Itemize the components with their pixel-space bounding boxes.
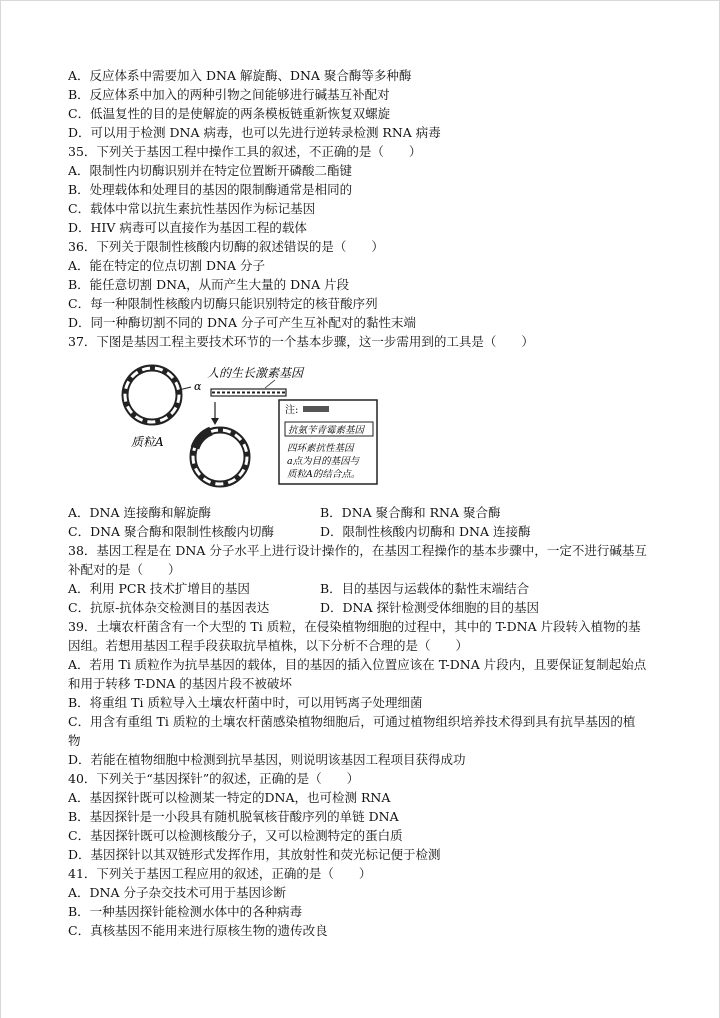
q35-option-c: C．载体中常以抗生素抗性基因作为标记基因 (68, 201, 316, 216)
q36-option-a: A．能在特定的位点切割 DNA 分子 (68, 258, 265, 273)
q39-option-b: B．将重组 Ti 质粒导入土壤农杆菌中时，可以用钙离子处理细菌 (68, 695, 423, 710)
q34-option-b: B．反应体系中加入的两种引物之间能够进行碱基互补配对 (68, 87, 390, 102)
q35-option-d: D．HIV 病毒可以直接作为基因工程的载体 (68, 220, 307, 235)
q34-option-c: C．低温复性的目的是使解旋的两条模板链重新恢复双螺旋 (68, 106, 391, 121)
q37-option-d: D．限制性核酸内切酶和 DNA 连接酶 (320, 524, 531, 539)
q38-option-a: A．利用 PCR 技术扩增目的基因 (68, 581, 250, 596)
q39-option-a-line-1: A．若用 Ti 质粒作为抗旱基因的载体，目的基因的插入位置应该在 T-DNA 片段内，且要保证复制起始点 (68, 657, 647, 672)
q36-option-c: C．每一种限制性核酸内切酶只能识别特定的核苷酸序列 (68, 296, 378, 311)
q40-option-c: C．基因探针既可以检测核酸分子，又可以检测特定的蛋白质 (68, 828, 403, 843)
legend-text-4: 质粒A的结合点。 (287, 469, 361, 480)
q41-stem: 41．下列关于基因工程应用的叙述，正确的是（ ） (68, 866, 372, 881)
q37-option-a: A．DNA 连接酶和解旋酶 (68, 505, 211, 520)
q37-option-c: C．DNA 聚合酶和限制性核酸内切酶 (68, 524, 275, 539)
page-border-top (0, 0, 720, 1)
q39-option-c-line-1: C．用含有重组 Ti 质粒的土壤农杆菌感染植物细胞后，可通过植物组织培养技术得到具有抗旱基因的植 (68, 714, 636, 729)
q41-option-a: A．DNA 分子杂交技术可用于基因诊断 (68, 885, 286, 900)
plasmid-ring (125, 368, 179, 422)
q38-option-d: D．DNA 探针检测受体细胞的目的基因 (320, 600, 539, 615)
q40-option-b: B．基因探针是一小段具有随机脱氧核苷酸序列的单链 DNA (68, 809, 399, 824)
q38-option-c: C．抗原-抗体杂交检测目的基因表达 (68, 600, 270, 615)
q40-stem: 40．下列关于“基因探针”的叙述，正确的是（ ） (68, 771, 360, 786)
q35-stem: 35．下列关于基因工程中操作工具的叙述，不正确的是（ ） (68, 144, 422, 159)
q34-option-a: A．反应体系中需要加入 DNA 解旋酶、DNA 聚合酶等多种酶 (68, 68, 412, 83)
alpha-label: α (194, 380, 202, 393)
page-border-left (0, 0, 1, 1018)
q40-option-a: A．基因探针既可以检测某一特定的DNA，也可检测 RNA (68, 790, 391, 805)
legend-title: 注: (285, 405, 299, 416)
legend-swatch-1 (303, 406, 329, 412)
q38-stem-line-2: 补配对的是（ ） (68, 562, 181, 577)
q35-option-b: B．处理载体和处理目的基因的限制酶通常是相同的 (68, 182, 353, 197)
plasmid-label: 质粒A (131, 435, 164, 449)
q40-option-d: D．基因探针以其双链形式发挥作用，其放射性和荧光标记便于检测 (68, 847, 441, 862)
recombinant-plasmid-ring (193, 430, 247, 484)
q39-option-d: D．若能在植物细胞中检测到抗旱基因，则说明该基因工程项目获得成功 (68, 752, 466, 767)
q37-option-b: B．DNA 聚合酶和 RNA 聚合酶 (320, 505, 501, 520)
legend-text-1: 抗氨苄青霉素基因 (288, 425, 365, 436)
q36-stem: 36．下列关于限制性核酸内切酶的叙述错误的是（ ） (68, 239, 384, 254)
q39-option-a-line-2: 和用于转移 T-DNA 的基因片段不被破坏 (68, 676, 292, 691)
q37-stem: 37．下图是基因工程主要技术环节的一个基本步骤，这一步需用到的工具是（ ） (68, 334, 534, 349)
q34-option-d: D．可以用于检测 DNA 病毒，也可以先进行逆转录检测 RNA 病毒 (68, 125, 441, 140)
q36-option-d: D．同一种酶切割不同的 DNA 分子可产生互补配对的黏性末端 (68, 315, 416, 330)
q39-stem-line-1: 39．土壤农杆菌含有一个大型的 Ti 质粒，在侵染植物细胞的过程中，其中的 T-DNA 片段转入植物的基 (68, 619, 641, 634)
gene-label: 人的生长激素基因 (207, 366, 304, 380)
plasmid-diagram (115, 360, 385, 495)
q38-stem-line-1: 38．基因工程是在 DNA 分子水平上进行设计操作的，在基因工程操作的基本步骤中，一定不进行碱基互 (68, 543, 647, 558)
q41-option-c: C．真核基因不能用来进行原核生物的遗传改良 (68, 923, 328, 938)
legend-text-2: 四环素抗性基因 (287, 443, 354, 454)
q38-option-b: B．目的基因与运载体的黏性末端结合 (320, 581, 530, 596)
q35-option-a: A．限制性内切酶识别并在特定位置断开磷酸二酯键 (68, 163, 353, 178)
q39-option-c-line-2: 物 (68, 733, 81, 748)
legend-text-3: a点为目的基因与 (287, 456, 360, 467)
q41-option-b: B．一种基因探针能检测水体中的各种病毒 (68, 904, 303, 919)
q36-option-b: B．能任意切割 DNA，从而产生大量的 DNA 片段 (68, 277, 350, 292)
q39-stem-line-2: 因组。若想用基因工程手段获取抗旱植株，以下分析不合理的是（ ） (68, 638, 469, 653)
